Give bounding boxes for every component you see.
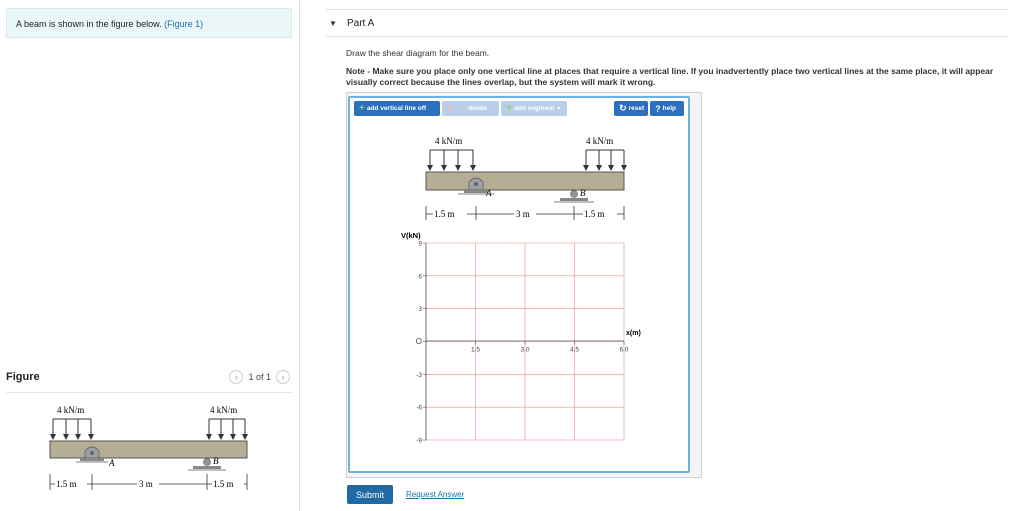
chevron-down-icon: ▼	[556, 105, 562, 112]
chevron-left-icon[interactable]: ‹	[229, 370, 243, 384]
y-tick-label: 6	[418, 273, 422, 281]
y-tick-label: 9	[418, 240, 422, 248]
add-segment-button[interactable]	[501, 101, 567, 116]
x-tick-label: 3.0	[520, 346, 530, 354]
load-label-right: 4 kN/m	[210, 405, 238, 415]
figure-header	[6, 369, 292, 393]
request-answer-link[interactable]: Request Answer	[406, 490, 465, 499]
problem-text: A beam is shown in the figure below.	[16, 19, 162, 29]
dim-right: 1.5 m	[213, 479, 234, 489]
figure-pager	[229, 370, 290, 384]
question-icon: ?	[655, 103, 661, 114]
left-panel	[0, 0, 300, 511]
caret-down-icon[interactable]: ▼	[329, 19, 337, 28]
beam-figure-small	[40, 398, 250, 494]
part-title: Part A	[347, 18, 375, 29]
x-tick-label: 4.5	[569, 346, 580, 354]
delete-label: delete	[468, 105, 487, 112]
tool-load-label-left: 4 kN/m	[435, 136, 463, 146]
tool-support-label-a: A	[486, 188, 492, 198]
tool-beam	[426, 172, 624, 190]
help-button[interactable]	[650, 101, 684, 116]
add-vertical-line-button[interactable]	[354, 101, 440, 116]
chevron-right-icon[interactable]: ›	[276, 370, 290, 384]
help-label: help	[662, 105, 676, 112]
load-arrows-left	[53, 419, 91, 439]
x-tick-label: 6.0	[619, 346, 629, 354]
x-tick-label: 1.5	[470, 346, 481, 354]
load-label-left: 4 kN/m	[57, 405, 85, 415]
x-axis-label: x(m)	[626, 330, 641, 337]
support-label-a: A	[109, 458, 115, 468]
y-tick-label: -3	[416, 371, 422, 379]
tool-support-label-b: B	[580, 188, 586, 198]
delete-button[interactable]	[442, 101, 500, 116]
note-text: Note - Make sure you place only one vertical line at places that require a vertical line. If you inadvertently place two vertical lines at the same place, it will appear visually correct because the lines overlap, but the system will mark it wrong.	[346, 66, 994, 87]
load-arrows-right	[209, 419, 245, 439]
submit-button[interactable]: Submit	[347, 485, 393, 504]
tool-dim-mid: 3 m	[516, 209, 530, 219]
figure-label: Figure	[6, 371, 40, 383]
plus-icon: +	[359, 102, 365, 114]
dim-mid: 3 m	[139, 479, 153, 489]
tool-roller-support-b	[554, 191, 594, 203]
drawing-toolbar	[354, 101, 684, 117]
problem-statement	[6, 8, 292, 38]
tool-dim-left: 1.5 m	[434, 209, 455, 219]
y-tick-label: -6	[416, 404, 422, 412]
y-axis-label: V(kN)	[401, 231, 421, 240]
x-icon: ✕	[446, 103, 455, 113]
figure-link[interactable]: (Figure 1)	[164, 19, 204, 29]
y-tick-label: 3	[418, 306, 422, 314]
reset-icon: ↻	[619, 103, 627, 113]
tool-dim-right: 1.5 m	[584, 209, 605, 219]
y-tick-label: O	[415, 337, 422, 346]
beam-figure-tool	[354, 120, 684, 224]
plus-icon: +	[506, 102, 513, 114]
y-ticks	[416, 241, 426, 445]
add-segment-label: add segment	[514, 105, 555, 112]
part-header[interactable]	[326, 9, 1008, 37]
y-tick-label: -9	[416, 437, 422, 445]
roller-support-b	[188, 459, 226, 471]
shear-diagram-graph[interactable]	[354, 226, 684, 448]
add-vertical-line-label: add vertical line off	[366, 105, 427, 112]
instruction-text: Draw the shear diagram for the beam.	[346, 48, 490, 58]
tool-load-label-right: 4 kN/m	[586, 136, 614, 146]
pager-text: 1 of 1	[248, 372, 271, 382]
reset-label: reset	[628, 105, 645, 112]
x-ticks	[471, 342, 629, 354]
dim-left: 1.5 m	[56, 479, 77, 489]
support-label-b: B	[213, 456, 219, 466]
reset-button[interactable]	[614, 101, 648, 116]
